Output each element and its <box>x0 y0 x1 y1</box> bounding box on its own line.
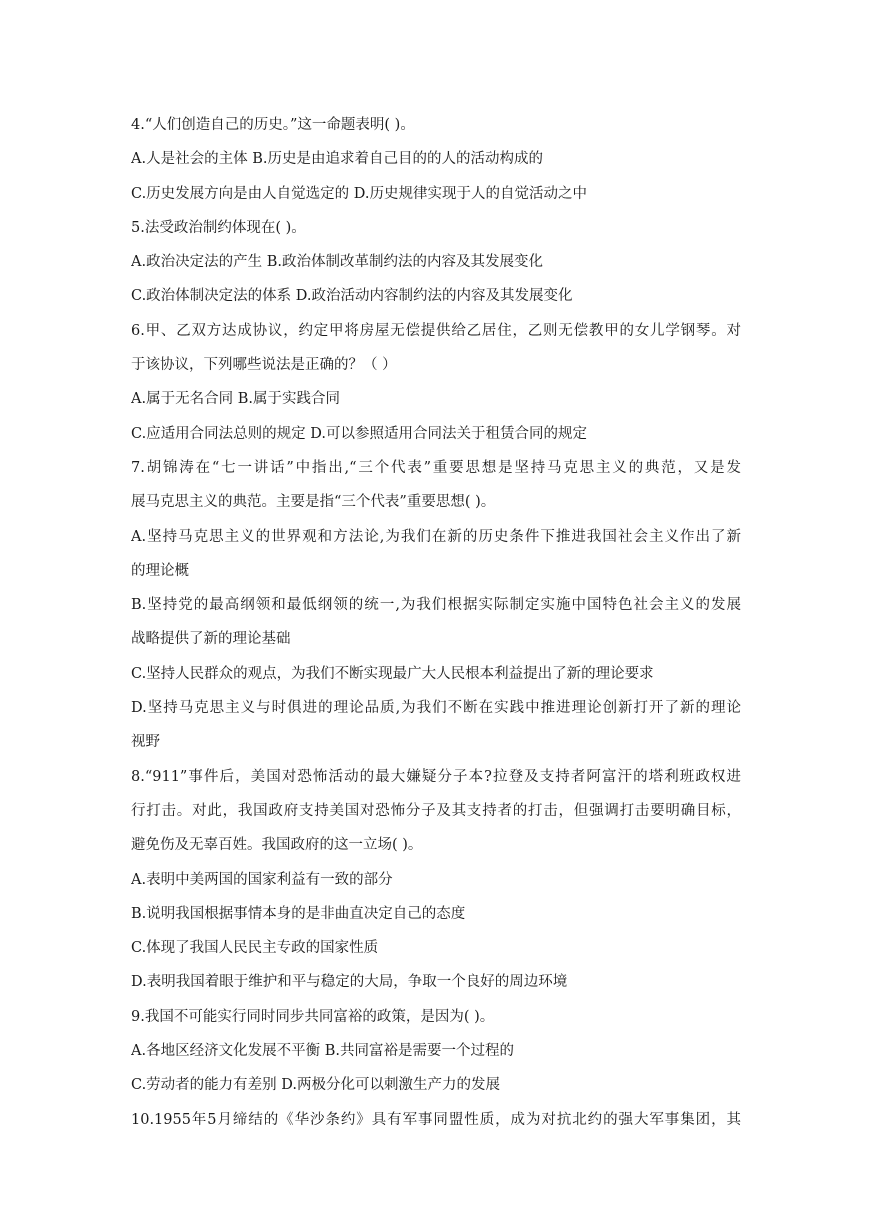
text-line: 视野 <box>131 734 160 751</box>
text-line: A.政治决定法的产生 B.政治体制改革制约法的内容及其发展变化 <box>131 254 543 271</box>
text-line: A.表明中美两国的国家利益有一致的部分 <box>131 871 393 888</box>
text-line: C.应适用合同法总则的规定 D.可以参照适用合同法关于租赁合同的规定 <box>131 425 588 442</box>
text-line: 避免伤及无辜百姓。我国政府的这一立场( )。 <box>131 837 423 854</box>
text-line: 行打击。对此，我国政府支持美国对恐怖分子及其支持者的打击，但强调打击要明确目标， <box>131 802 741 819</box>
text-line: A.坚持马克思主义的世界观和方法论,为我们在新的历史条件下推进我国社会主义作出了新 <box>131 528 741 545</box>
text-line: 10.1955年5月缔结的《华沙条约》具有军事同盟性质，成为对抗北约的强大军事集团，其 <box>131 1111 741 1128</box>
text-line: A.各地区经济文化发展不平衡 B.共同富裕是需要一个过程的 <box>131 1043 514 1060</box>
text-line: 的理论概 <box>131 562 189 579</box>
text-line: 战略提供了新的理论基础 <box>131 631 291 648</box>
text-line: D.表明我国着眼于维护和平与稳定的大局，争取一个良好的周边环境 <box>131 974 568 991</box>
text-line: B.坚持党的最高纲领和最低纲领的统一,为我们根据实际制定实施中国特色社会主义的发展 <box>131 597 741 614</box>
text-line: C.坚持人民群众的观点，为我们不断实现最广大人民根本利益提出了新的理论要求 <box>131 665 654 682</box>
text-line: D.坚持马克思主义与时俱进的理论品质,为我们不断在实践中推进理论创新打开了新的理论 <box>131 700 741 717</box>
text-line: C.体现了我国人民民主专政的国家性质 <box>131 940 379 957</box>
text-line: B.说明我国根据事情本身的是非曲直决定自己的态度 <box>131 905 466 922</box>
text-line: 6.甲、乙双方达成协议，约定甲将房屋无偿提供给乙居住，乙则无偿教甲的女儿学钢琴。对 <box>131 322 741 339</box>
text-line: 于该协议，下列哪些说法是正确的？（ ） <box>131 357 397 374</box>
text-line: C.历史发展方向是由人自觉选定的 D.历史规律实现于人的自觉活动之中 <box>131 185 588 202</box>
text-line: C.政治体制决定法的体系 D.政治活动内容制约法的内容及其发展变化 <box>131 288 573 305</box>
text-line: 9.我国不可能实行同时同步共同富裕的政策，是因为( )。 <box>131 1008 495 1025</box>
text-line: 5.法受政治制约体现在( )。 <box>131 219 306 236</box>
question-text <box>131 108 741 1137</box>
text-line: C.劳动者的能力有差别 D.两极分化可以刺激生产力的发展 <box>131 1077 501 1094</box>
text-line: 7.胡锦涛在“七一讲话”中指出,“三个代表”重要思想是坚持马克思主义的典范，又是发 <box>131 459 741 476</box>
text-line: 展马克思主义的典范。主要是指“三个代表”重要思想( )。 <box>131 494 496 511</box>
text-line: 4.“人们创造自己的历史。”这一命题表明( )。 <box>131 117 415 133</box>
text-line: A.属于无名合同 B.属于实践合同 <box>131 391 340 408</box>
text-line: 8.“911”事件后，美国对恐怖活动的最大嫌疑分子本?拉登及支持者阿富汗的塔利班政权进 <box>131 768 741 785</box>
text-line: A.人是社会的主体 B.历史是由追求着自己目的的人的活动构成的 <box>131 151 543 168</box>
